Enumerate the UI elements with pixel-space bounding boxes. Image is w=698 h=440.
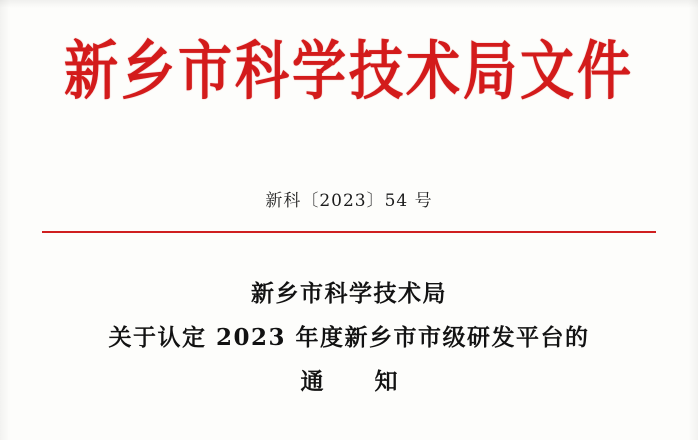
issuing-authority-title: 新乡市科学技术局文件 [64, 32, 634, 109]
page-edge-shading-top [0, 0, 698, 8]
title-line-2: 关于认定 2023 年度新乡市市级研发平台的 [108, 324, 590, 351]
red-separator-rule [42, 231, 656, 233]
title-line-1: 新乡市科学技术局 [251, 280, 447, 307]
title-line-3: 通 知 [300, 368, 412, 395]
document-header [0, 32, 698, 109]
document-number: 新科〔2023〕54 号 [265, 191, 433, 211]
document-title-block [0, 272, 698, 404]
